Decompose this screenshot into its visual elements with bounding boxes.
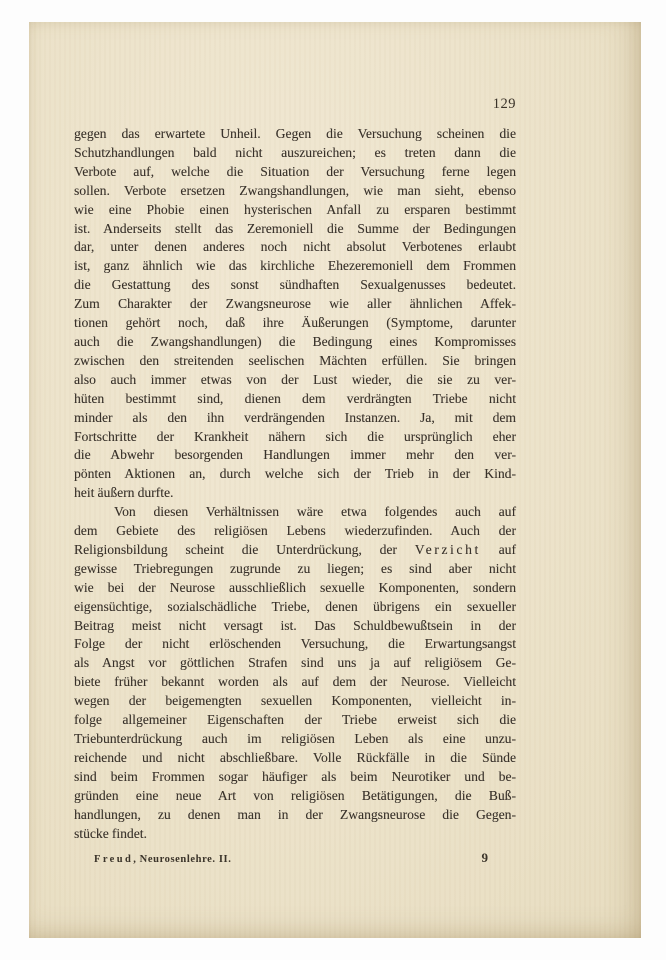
- text-line: stücke findet.: [74, 825, 147, 841]
- text-line: minder als den ihn verdrängenden Instanzen. Ja, mit dem: [74, 409, 516, 425]
- text-line: handlungen, zu denen man in der Zwangsneurose die Gegen-: [74, 806, 516, 822]
- page-footer: [74, 850, 516, 866]
- text-line: auch die Zwangshandlungen) die Bedingung eines Kompromisses: [74, 333, 516, 349]
- text-line: dem Gebiete des religiösen Lebens wiederzufinden. Auch der: [74, 523, 516, 539]
- text-line: Folge der nicht erlöschenden Versuchung, die Erwartungsangst: [74, 636, 516, 652]
- text-line: also auch immer etwas von der Lust wieder, die sie zu ver-: [74, 371, 516, 387]
- text-segment: auf: [480, 541, 516, 557]
- text-line: zwischen den streitenden seelischen Mächten erfüllen. Sie bringen: [74, 352, 516, 368]
- text-line: Fortschritte der Krankheit nähern sich die ursprünglich eher: [74, 428, 516, 444]
- text-line: die Abwehr besorgenden Handlungen immer mehr den ver-: [74, 447, 516, 463]
- text-line: Beitrag meist nicht versagt ist. Das Schuldbewußtsein in der: [74, 617, 516, 633]
- text-line: wie bei der Neurose ausschließlich sexuelle Komponenten, sondern: [74, 579, 516, 595]
- text-line: gegen das erwartete Unheil. Gegen die Versuchung scheinen die: [74, 126, 516, 141]
- text-line: hüten bestimmt sind, dienen dem verdrängten Triebe nicht: [74, 390, 516, 406]
- text-column: [74, 95, 516, 866]
- emphasized-word: Verzicht: [414, 541, 481, 557]
- text-line: als Angst vor göttlichen Strafen sind uns ja auf religiösem Ge-: [74, 655, 516, 671]
- text-line: reichende und nicht abschließbare. Volle Rückfälle in die Sünde: [74, 749, 516, 765]
- footer-title: , Neurosenlehre. II.: [133, 854, 232, 866]
- text-line: Triebunterdrückung auch im religiösen Leben als eine unzu-: [74, 731, 516, 746]
- text-line: sollen. Verbote ersetzen Zwangshandlungen, wie man sieht, ebenso: [74, 182, 516, 198]
- text-line: eigensüchtige, sozialschädliche Triebe, denen übrigens ein sexueller: [74, 598, 516, 614]
- text-line: pönten Aktionen an, durch welche sich der Trieb in der Kind-: [74, 466, 516, 482]
- text-line: dar, unter denen anderes noch nicht absolut Verbotenes erlaubt: [74, 239, 516, 255]
- text-line: folge allgemeiner Eigenschaften der Triebe erweist sich die: [74, 712, 516, 728]
- footer-citation: [94, 854, 231, 865]
- page-number: 129: [492, 96, 516, 112]
- book-page: [29, 22, 641, 938]
- text-line: Von diesen Verhältnissen wäre etwa folgendes auch auf: [114, 504, 516, 520]
- text-line: wegen der beigemengten sexuellen Komponenten, vielleicht in-: [74, 693, 516, 709]
- text-line: biete früher bekannt worden als auf dem der Neurose. Vielleicht: [74, 674, 516, 690]
- text-line: wie eine Phobie einen hysterischen Anfall zu ersparen bestimmt: [74, 201, 516, 217]
- text-segment: Religionsbildung scheint die Unterdrückung, der: [74, 541, 415, 557]
- text-line: die Gestattung des sonst sündhaften Sexualgenusses bedeutet.: [74, 277, 516, 293]
- text-line: tionen gehört noch, daß ihre Äußerungen (Symptome, darunter: [74, 315, 516, 331]
- text-line: Schutzhandlungen bald nicht auszureichen; es treten dann die: [74, 144, 516, 160]
- text-line: ist. Anderseits stellt das Zeremoniell die Summe der Bedingungen: [74, 220, 516, 236]
- text-line: heit äußern durfte.: [74, 485, 174, 501]
- text-block: [74, 125, 516, 843]
- sheet-signature: 9: [481, 850, 488, 866]
- text-line: Zum Charakter der Zwangsneurose wie aller ähnlichen Affek-: [74, 296, 516, 312]
- text-line: sind beim Frommen sogar häufiger als beim Neurotiker und be-: [74, 768, 516, 784]
- text-line: gründen eine neue Art von religiösen Betätigungen, die Buß-: [74, 787, 516, 803]
- text-line: [74, 541, 516, 560]
- footer-author: Freud: [94, 854, 134, 866]
- text-line: Verbote auf, welche die Situation der Versuchung ferne legen: [74, 163, 516, 179]
- text-line: ist, ganz ähnlich wie das kirchliche Ehezeremoniell dem Frommen: [74, 258, 516, 274]
- text-line: gewisse Triebregungen zugrunde zu liegen; es sind aber nicht: [74, 560, 516, 576]
